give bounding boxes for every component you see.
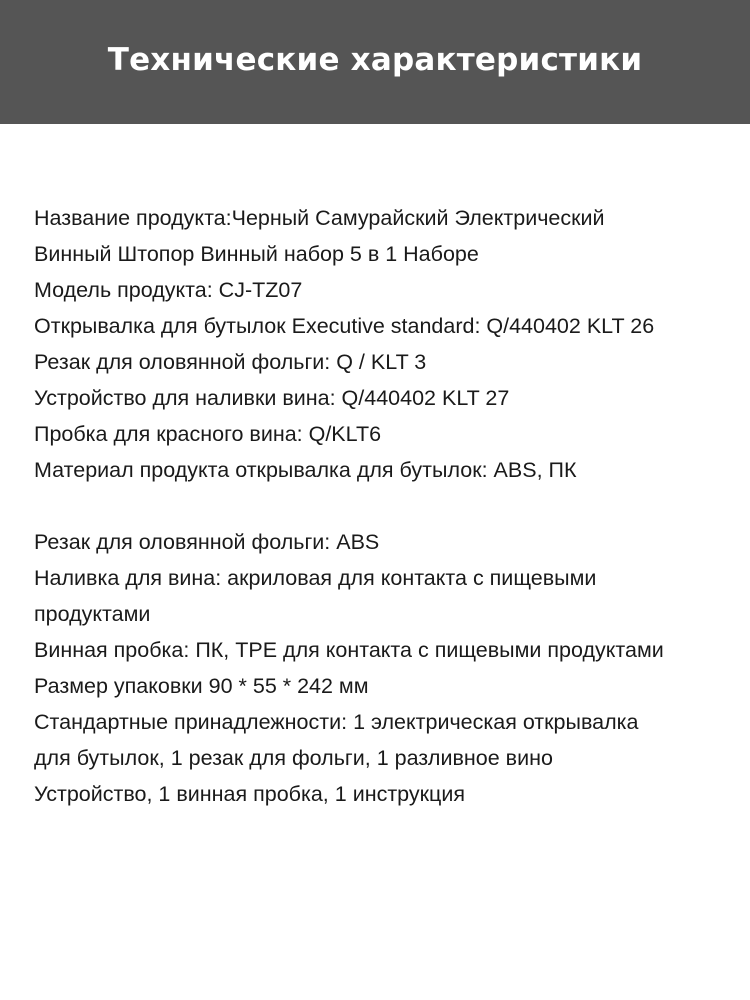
spec-line: Размер упаковки 90 * 55 * 242 мм [34, 674, 369, 698]
spec-line: Винная пробка: ПК, TPE для контакта с пищевыми продуктами [34, 638, 664, 662]
header-banner [0, 0, 750, 124]
spec-line: Модель продукта: CJ-TZ07 [34, 278, 303, 302]
spec-line: Винный Штопор Винный набор 5 в 1 Наборе [34, 242, 479, 266]
spec-line: Устройство для наливки вина: Q/440402 KLT 27 [34, 386, 510, 410]
spec-line: Устройство, 1 винная пробка, 1 инструкция [34, 782, 466, 806]
specifications-list [34, 200, 734, 812]
spec-line: Пробка для красного вина: Q/KLT6 [34, 422, 382, 446]
spec-line: Стандартные принадлежности: 1 электрическая открывалка [34, 710, 639, 734]
spec-line: Материал продукта открывалка для бутылок: ABS, ПК [34, 458, 577, 482]
spec-line: для бутылок, 1 резак для фольги, 1 разливное вино [34, 746, 553, 770]
spec-line: Название продукта:Черный Самурайский Электрический [34, 206, 605, 230]
spec-line: продуктами [34, 602, 151, 626]
section-spacer [34, 488, 734, 524]
spec-line: Открывалка для бутылок Executive standard: Q/440402 KLT 26 [34, 314, 655, 338]
page-title: Технические характеристики [107, 42, 643, 78]
spec-line: Резак для оловянной фольги: Q / KLT 3 [34, 350, 427, 374]
spec-line: Резак для оловянной фольги: ABS [34, 530, 380, 554]
spec-line: Наливка для вина: акриловая для контакта с пищевыми [34, 566, 597, 590]
